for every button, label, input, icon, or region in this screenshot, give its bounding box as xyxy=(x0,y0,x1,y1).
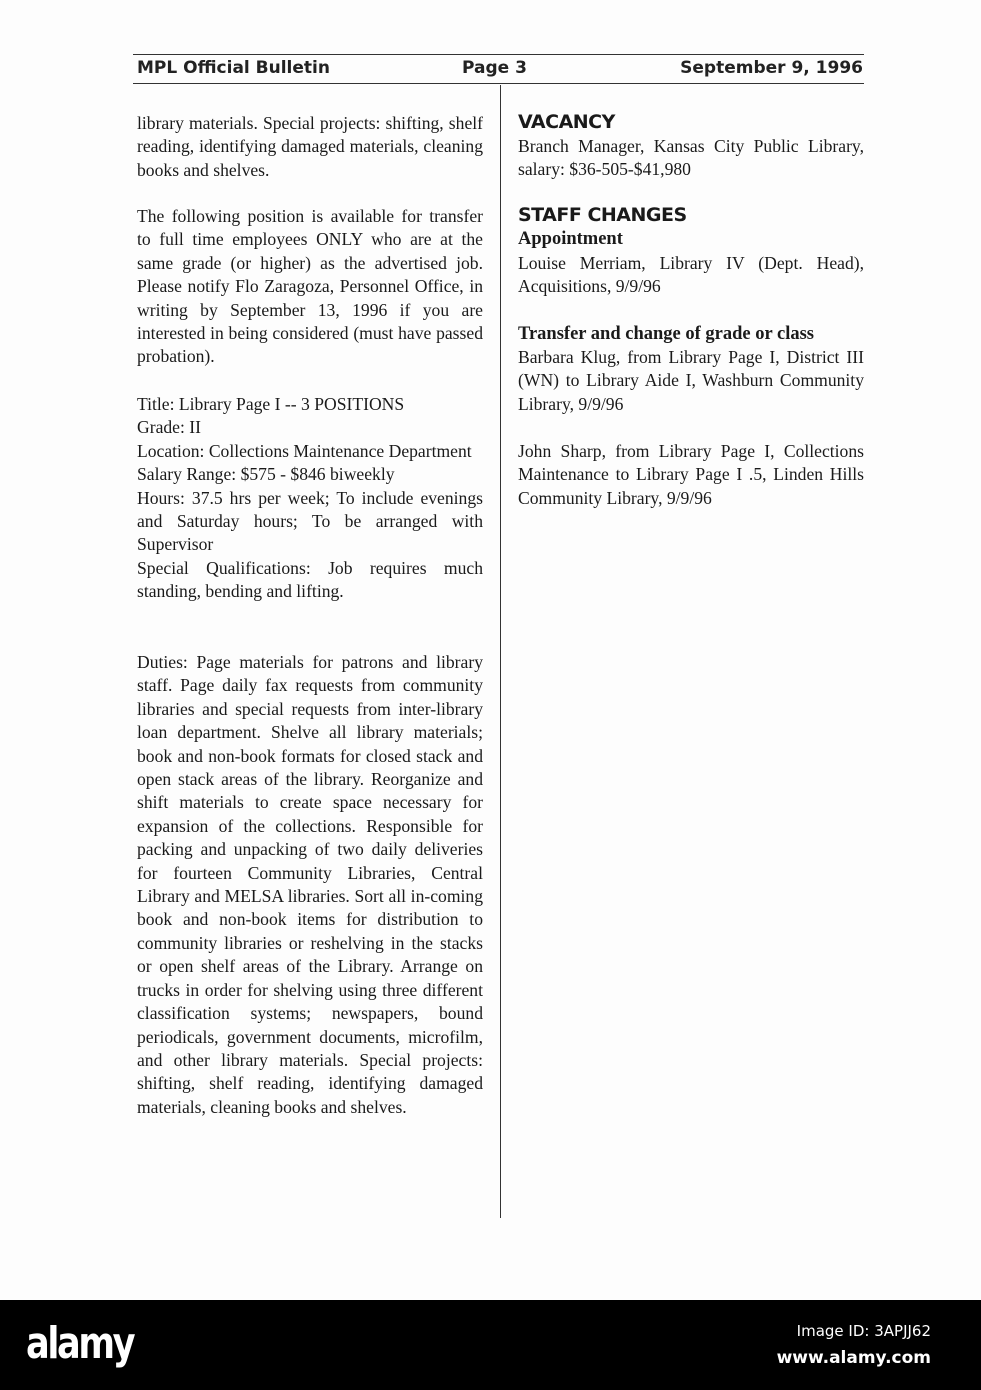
header-top-rule xyxy=(133,54,864,55)
job-location: Location: Collections Maintenance Department xyxy=(137,440,472,461)
job-hours: Hours: 37.5 hrs per week; To include evenings and Saturday hours; To be arranged with Supervisor xyxy=(137,487,483,555)
header-bottom-rule xyxy=(133,83,864,84)
transfer-heading: Transfer and change of grade or class xyxy=(518,324,814,344)
issue-date: September 9, 1996 xyxy=(680,58,863,78)
appointment-heading: Appointment xyxy=(518,229,623,249)
transfer-item-2: John Sharp, from Library Page I, Collections Maintenance to Library Page I .5, Linden Hills Community Library, 9/9/96 xyxy=(518,441,864,508)
job-salary: Salary Range: $575 - $846 biweekly xyxy=(137,464,395,485)
job-title: Title: Library Page I -- 3 POSITIONS xyxy=(137,394,405,414)
vacancy-text: Branch Manager, Kansas City Public Library, salary: $36-505-$41,980 xyxy=(518,136,864,180)
transfer-notice: The following position is available for transfer to full time employees ONLY who are at the same grade (or higher) as the advertised job. Please notify Flo Zaragoza, Personnel Office, in writing by September 13, 1996 if you are interested in being considered (must have passed probation). xyxy=(137,206,483,367)
column-divider xyxy=(500,85,501,1218)
page-number: Page 3 xyxy=(462,58,527,78)
job-qualifications: Special Qualifications: Job requires much standing, bending and lifting. xyxy=(137,557,483,602)
job-details xyxy=(137,393,483,604)
watermark-url: www.alamy.com xyxy=(776,1348,931,1368)
job-duties: Duties: Page materials for patrons and library staff. Page daily fax requests from community libraries and special requests from inter-library loan department. Shelve all library materials; book and non-book formats for closed stack and open stack areas of the library. Reorganize and shift materials to create space necessary for expansion of the collections. Responsible for packing and unpacking of two daily deliveries for fourteen Community Libraries, Central Library and MELSA libraries. Sort all in-coming book and non-book items for distribution to community libraries or reshelving in the stacks or open shelf areas of the Library. Arrange on trucks in order for shelving using three different classification systems; newspapers, bound periodicals, government documents, microfilm, and other library materials. Special projects: shifting, shelf reading, identifying damaged materials, cleaning books and shelves. xyxy=(137,652,483,1117)
staff-changes-heading: STAFF CHANGES xyxy=(518,204,687,226)
vacancy-heading: VACANCY xyxy=(518,111,615,133)
alamy-logo: alamy xyxy=(26,1318,134,1369)
bulletin-title: MPL Official Bulletin xyxy=(137,58,330,78)
transfer-item-1: Barbara Klug, from Library Page I, District III (WN) to Library Aide I, Washburn Community Library, 9/9/96 xyxy=(518,347,864,414)
image-id: Image ID: 3APJJ62 xyxy=(796,1322,931,1340)
continued-paragraph: library materials. Special projects: shifting, shelf reading, identifying damaged materials, cleaning books and shelves. xyxy=(137,113,483,180)
job-grade: Grade: II xyxy=(137,417,201,438)
appointment-text: Louise Merriam, Library IV (Dept. Head), Acquisitions, 9/9/96 xyxy=(518,253,864,297)
watermark-banner xyxy=(0,1300,981,1390)
